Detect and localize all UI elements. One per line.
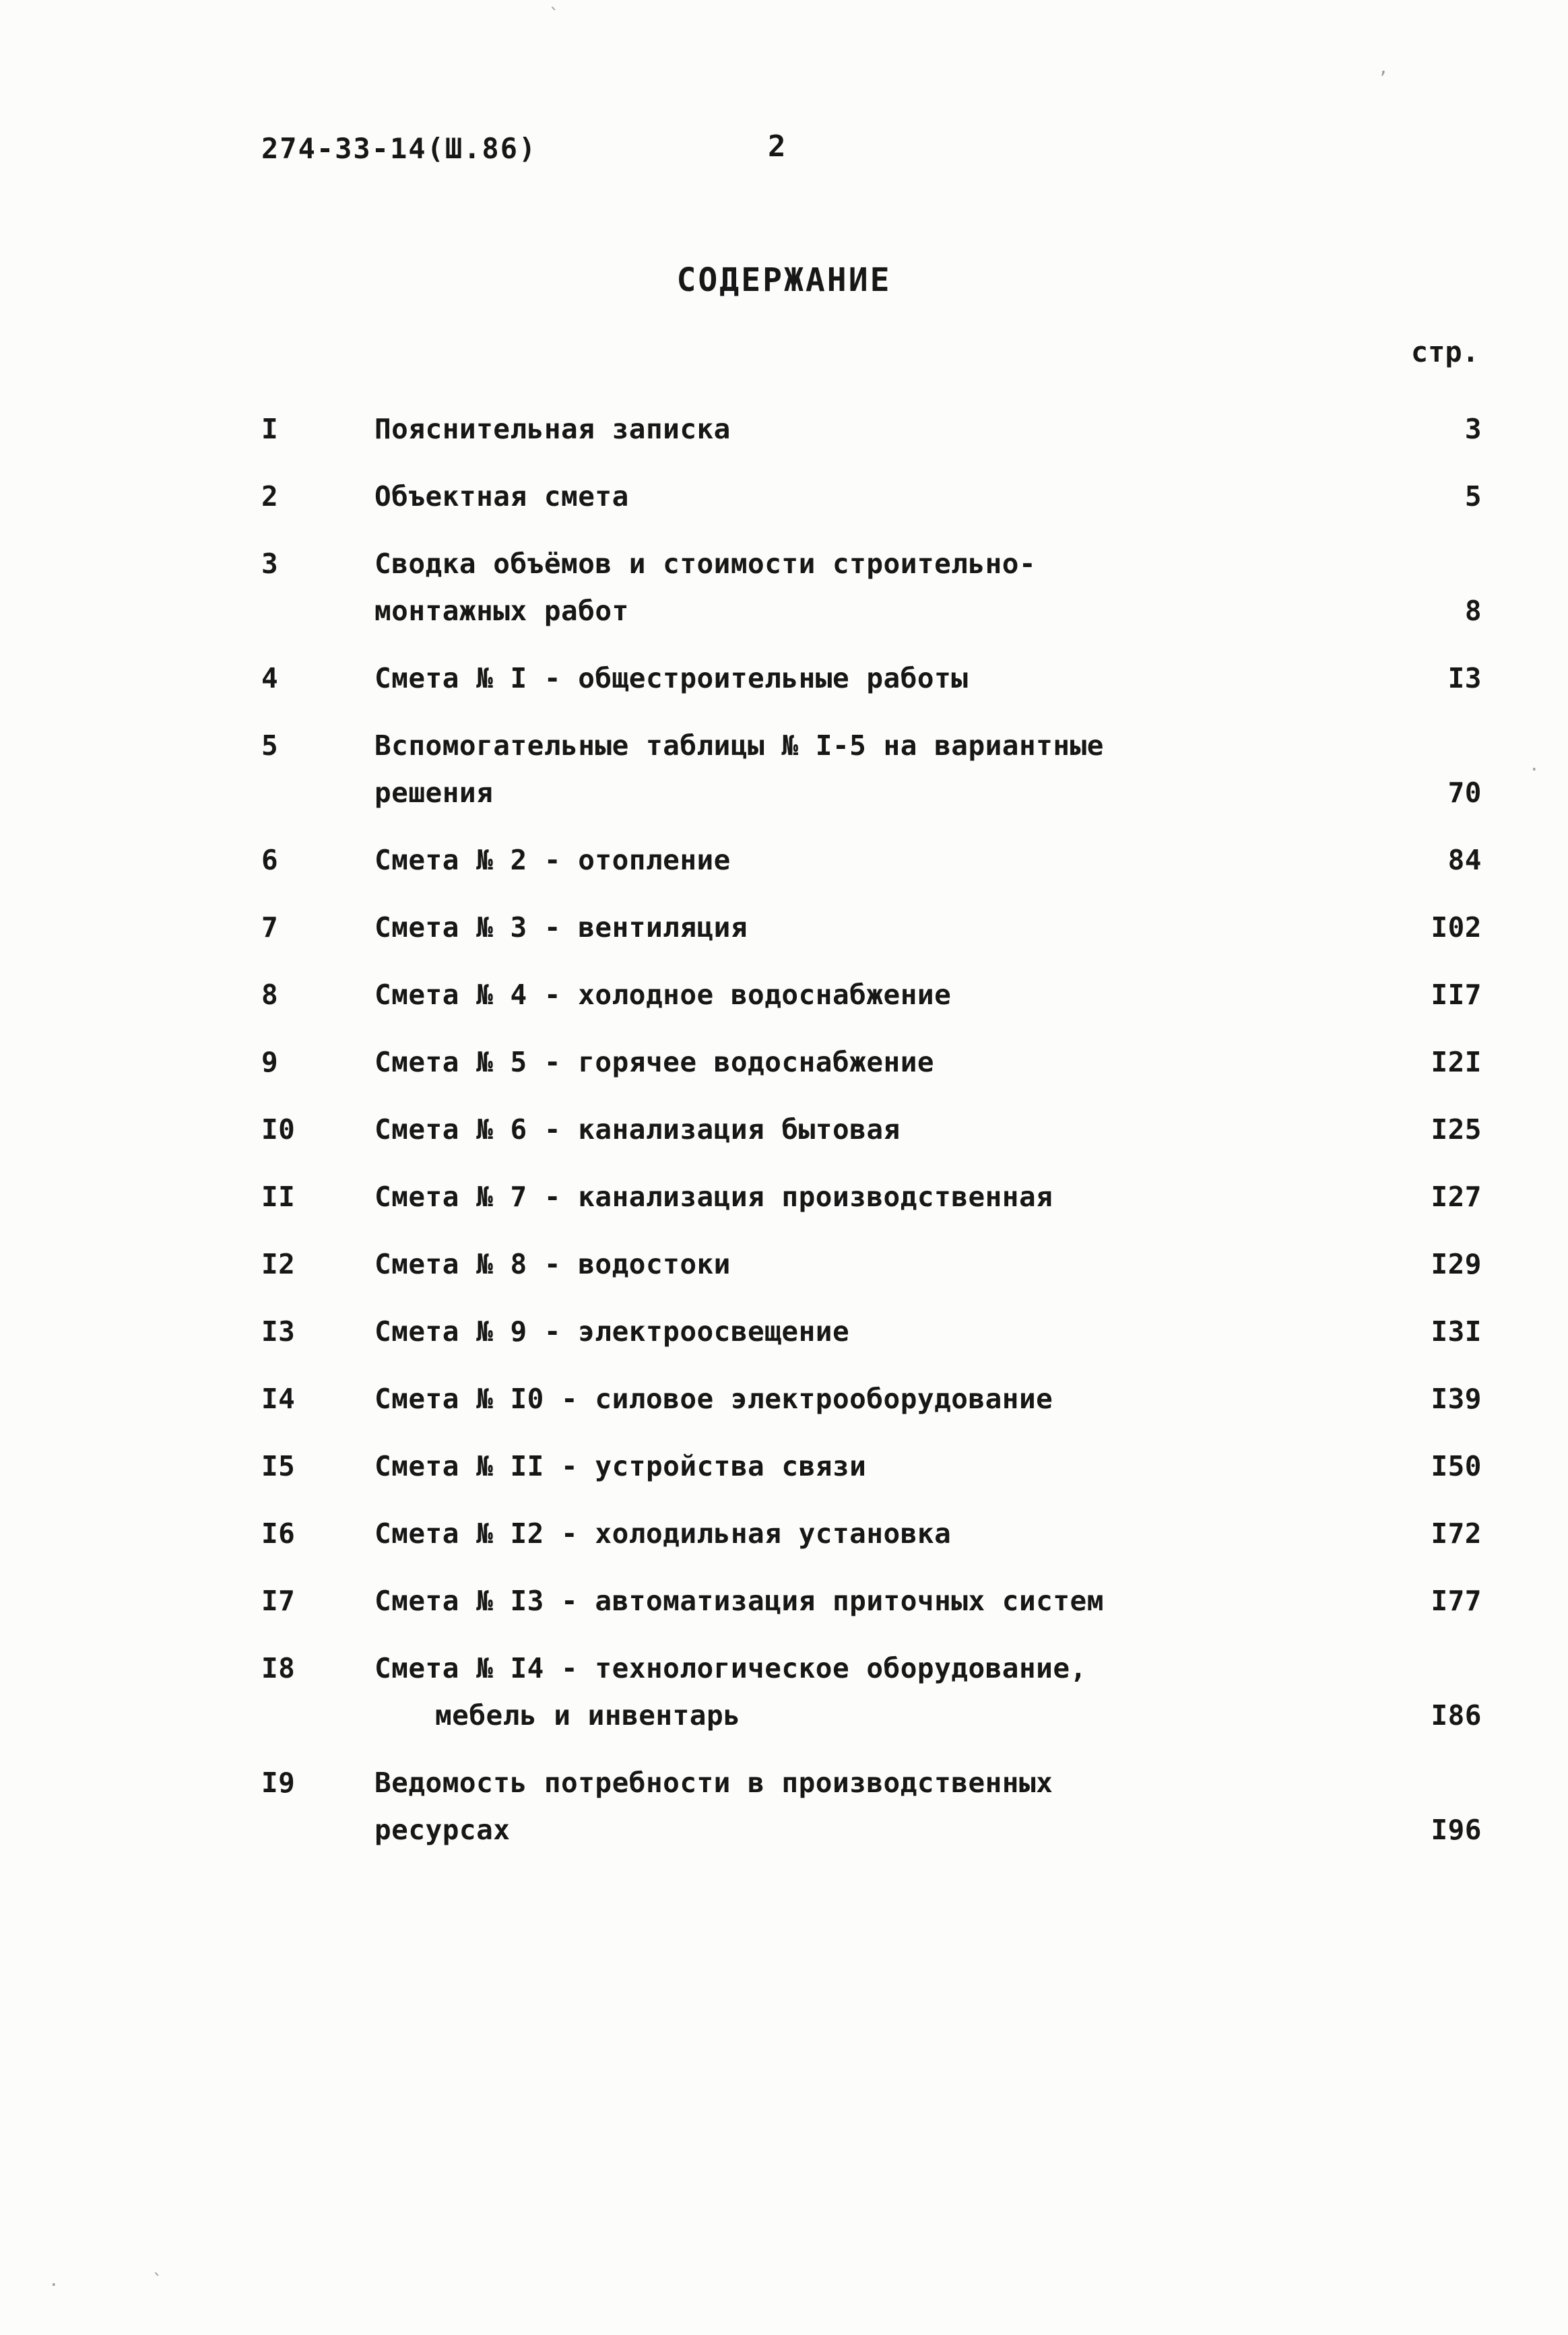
toc-entry-page: 5 bbox=[1464, 480, 1482, 513]
toc-entry-text bbox=[374, 722, 1381, 816]
toc-entry-page: 3 bbox=[1464, 413, 1482, 445]
toc-entry-line: Смета № I0 - силовое электрооборудование bbox=[374, 1383, 1053, 1415]
toc-entry-line: Смета № I3 - автоматизация приточных систем bbox=[374, 1585, 1104, 1617]
toc-entry-text bbox=[374, 1577, 1381, 1624]
toc-entry-line: Смета № 8 - водостоки bbox=[374, 1248, 731, 1280]
toc-entry-number: 6 bbox=[261, 844, 279, 876]
toc-entry-number: 5 bbox=[261, 729, 279, 762]
toc-entry-text bbox=[374, 1645, 1381, 1739]
toc-entry-text bbox=[374, 1510, 1381, 1557]
toc-row bbox=[261, 1039, 1482, 1086]
toc-entry-number: 8 bbox=[261, 979, 279, 1011]
page-number: 2 bbox=[768, 129, 786, 164]
toc-entry-number: I5 bbox=[261, 1450, 296, 1482]
toc-entry-line: Смета № 4 - холодное водоснабжение bbox=[374, 979, 952, 1011]
toc-entry-page: 70 bbox=[1447, 777, 1482, 809]
toc-entry-line: Смета № I - общестроительные работы bbox=[374, 662, 969, 694]
scan-artifact: · bbox=[1529, 760, 1540, 780]
toc-row bbox=[261, 1759, 1482, 1853]
toc-entry-page: I77 bbox=[1431, 1585, 1482, 1617]
toc-entry-line: Смета № 5 - горячее водоснабжение bbox=[374, 1046, 935, 1078]
page-title: СОДЕРЖАНИЕ bbox=[676, 261, 892, 299]
toc-entry-text bbox=[374, 836, 1381, 884]
toc-entry-number: I4 bbox=[261, 1383, 296, 1415]
toc-entry-number: II bbox=[261, 1181, 296, 1213]
toc-entry-line: Ведомость потребности в производственных bbox=[374, 1767, 1053, 1799]
toc-entry-page: I27 bbox=[1431, 1181, 1482, 1213]
toc-entry-number: I0 bbox=[261, 1113, 296, 1146]
page-column-header: стр. bbox=[1410, 335, 1479, 368]
toc-entry-line: ресурсах bbox=[374, 1814, 511, 1846]
toc-row bbox=[261, 904, 1482, 951]
toc-entry-text bbox=[374, 904, 1381, 951]
toc-entry-number: 7 bbox=[261, 911, 279, 944]
toc-entry-line: Смета № I2 - холодильная установка bbox=[374, 1517, 952, 1550]
toc-row bbox=[261, 473, 1482, 520]
toc-entry-number: I3 bbox=[261, 1315, 296, 1348]
toc-entry-text bbox=[374, 1443, 1381, 1490]
toc-entry-page: I39 bbox=[1431, 1383, 1482, 1415]
toc-entry-line: Смета № 7 - канализация производственная bbox=[374, 1181, 1053, 1213]
toc-entry-number: I7 bbox=[261, 1585, 296, 1617]
toc-entry-text bbox=[374, 971, 1381, 1018]
toc-entry-page: II7 bbox=[1431, 979, 1482, 1011]
toc-row bbox=[261, 722, 1482, 816]
toc-entry-text bbox=[374, 1173, 1381, 1220]
toc-entry-number: 9 bbox=[261, 1046, 279, 1078]
toc-row bbox=[261, 1577, 1482, 1624]
toc-entry-text bbox=[374, 405, 1381, 453]
document-code: 274-33-14(Ш.86) bbox=[261, 132, 537, 165]
toc-row bbox=[261, 1510, 1482, 1557]
toc-entry-page: 84 bbox=[1447, 844, 1482, 876]
toc-entry-line: Смета № 6 - канализация бытовая bbox=[374, 1113, 901, 1146]
scan-artifact: ` bbox=[549, 5, 560, 26]
toc-row bbox=[261, 1443, 1482, 1490]
toc-row bbox=[261, 1173, 1482, 1220]
toc-entry-number: I8 bbox=[261, 1652, 296, 1684]
toc-entry-page: I72 bbox=[1431, 1517, 1482, 1550]
toc-entry-number: I6 bbox=[261, 1517, 296, 1550]
toc-entry-page: I86 bbox=[1431, 1699, 1482, 1732]
toc-entry-text bbox=[374, 473, 1381, 520]
scan-artifact: , bbox=[1378, 58, 1389, 78]
toc-entry-page: I29 bbox=[1431, 1248, 1482, 1280]
toc-entry-line: Смета № I4 - технологическое оборудование, bbox=[374, 1652, 1087, 1684]
scan-artifact: · bbox=[48, 2275, 59, 2295]
toc-row bbox=[261, 655, 1482, 702]
toc-entry-line: Смета № 3 - вентиляция bbox=[374, 911, 748, 944]
toc-entry-page: I2I bbox=[1431, 1046, 1482, 1078]
toc-row bbox=[261, 971, 1482, 1018]
toc-entry-line: решения bbox=[374, 777, 494, 809]
toc-entry-page: I25 bbox=[1431, 1113, 1482, 1146]
toc-entry-line: Объектная смета bbox=[374, 480, 629, 513]
toc-row bbox=[261, 1645, 1482, 1739]
toc-entry-text bbox=[374, 1106, 1381, 1153]
toc-entry-page: I3I bbox=[1431, 1315, 1482, 1348]
toc-entry-number: 3 bbox=[261, 548, 279, 580]
toc-entry-text bbox=[374, 540, 1381, 634]
toc-row bbox=[261, 1241, 1482, 1288]
toc-entry-page: I02 bbox=[1431, 911, 1482, 944]
toc-entry-page: I50 bbox=[1431, 1450, 1482, 1482]
toc-entry-number: 2 bbox=[261, 480, 279, 513]
toc-row bbox=[261, 1106, 1482, 1153]
toc-row bbox=[261, 405, 1482, 453]
toc-entry-text bbox=[374, 1375, 1381, 1422]
toc-entry-line: Смета № II - устройства связи bbox=[374, 1450, 867, 1482]
toc-entry-text bbox=[374, 1039, 1381, 1086]
toc-entry-number: I bbox=[261, 413, 279, 445]
toc-entry-page: 8 bbox=[1464, 595, 1482, 627]
table-of-contents bbox=[261, 405, 1482, 1874]
toc-entry-line: Вспомогательные таблицы № I-5 на вариантные bbox=[374, 729, 1104, 762]
toc-entry-page: I96 bbox=[1431, 1814, 1482, 1846]
toc-row bbox=[261, 836, 1482, 884]
toc-row bbox=[261, 1375, 1482, 1422]
toc-entry-page: I3 bbox=[1447, 662, 1482, 694]
toc-entry-number: I2 bbox=[261, 1248, 296, 1280]
scan-artifact: ` bbox=[152, 2271, 163, 2291]
toc-entry-number: I9 bbox=[261, 1767, 296, 1799]
toc-row bbox=[261, 540, 1482, 634]
toc-entry-line: мебель и инвентарь bbox=[435, 1699, 741, 1732]
toc-row bbox=[261, 1308, 1482, 1355]
toc-entry-line: Смета № 2 - отопление bbox=[374, 844, 731, 876]
toc-entry-line: Пояснительная записка bbox=[374, 413, 731, 445]
toc-entry-text bbox=[374, 1308, 1381, 1355]
toc-entry-number: 4 bbox=[261, 662, 279, 694]
toc-entry-text bbox=[374, 1759, 1381, 1853]
toc-entry-text bbox=[374, 1241, 1381, 1288]
toc-entry-line: монтажных работ bbox=[374, 595, 629, 627]
toc-entry-text bbox=[374, 655, 1381, 702]
toc-entry-line: Сводка объёмов и стоимости строительно- bbox=[374, 548, 1037, 580]
toc-entry-line: Смета № 9 - электроосвещение bbox=[374, 1315, 850, 1348]
